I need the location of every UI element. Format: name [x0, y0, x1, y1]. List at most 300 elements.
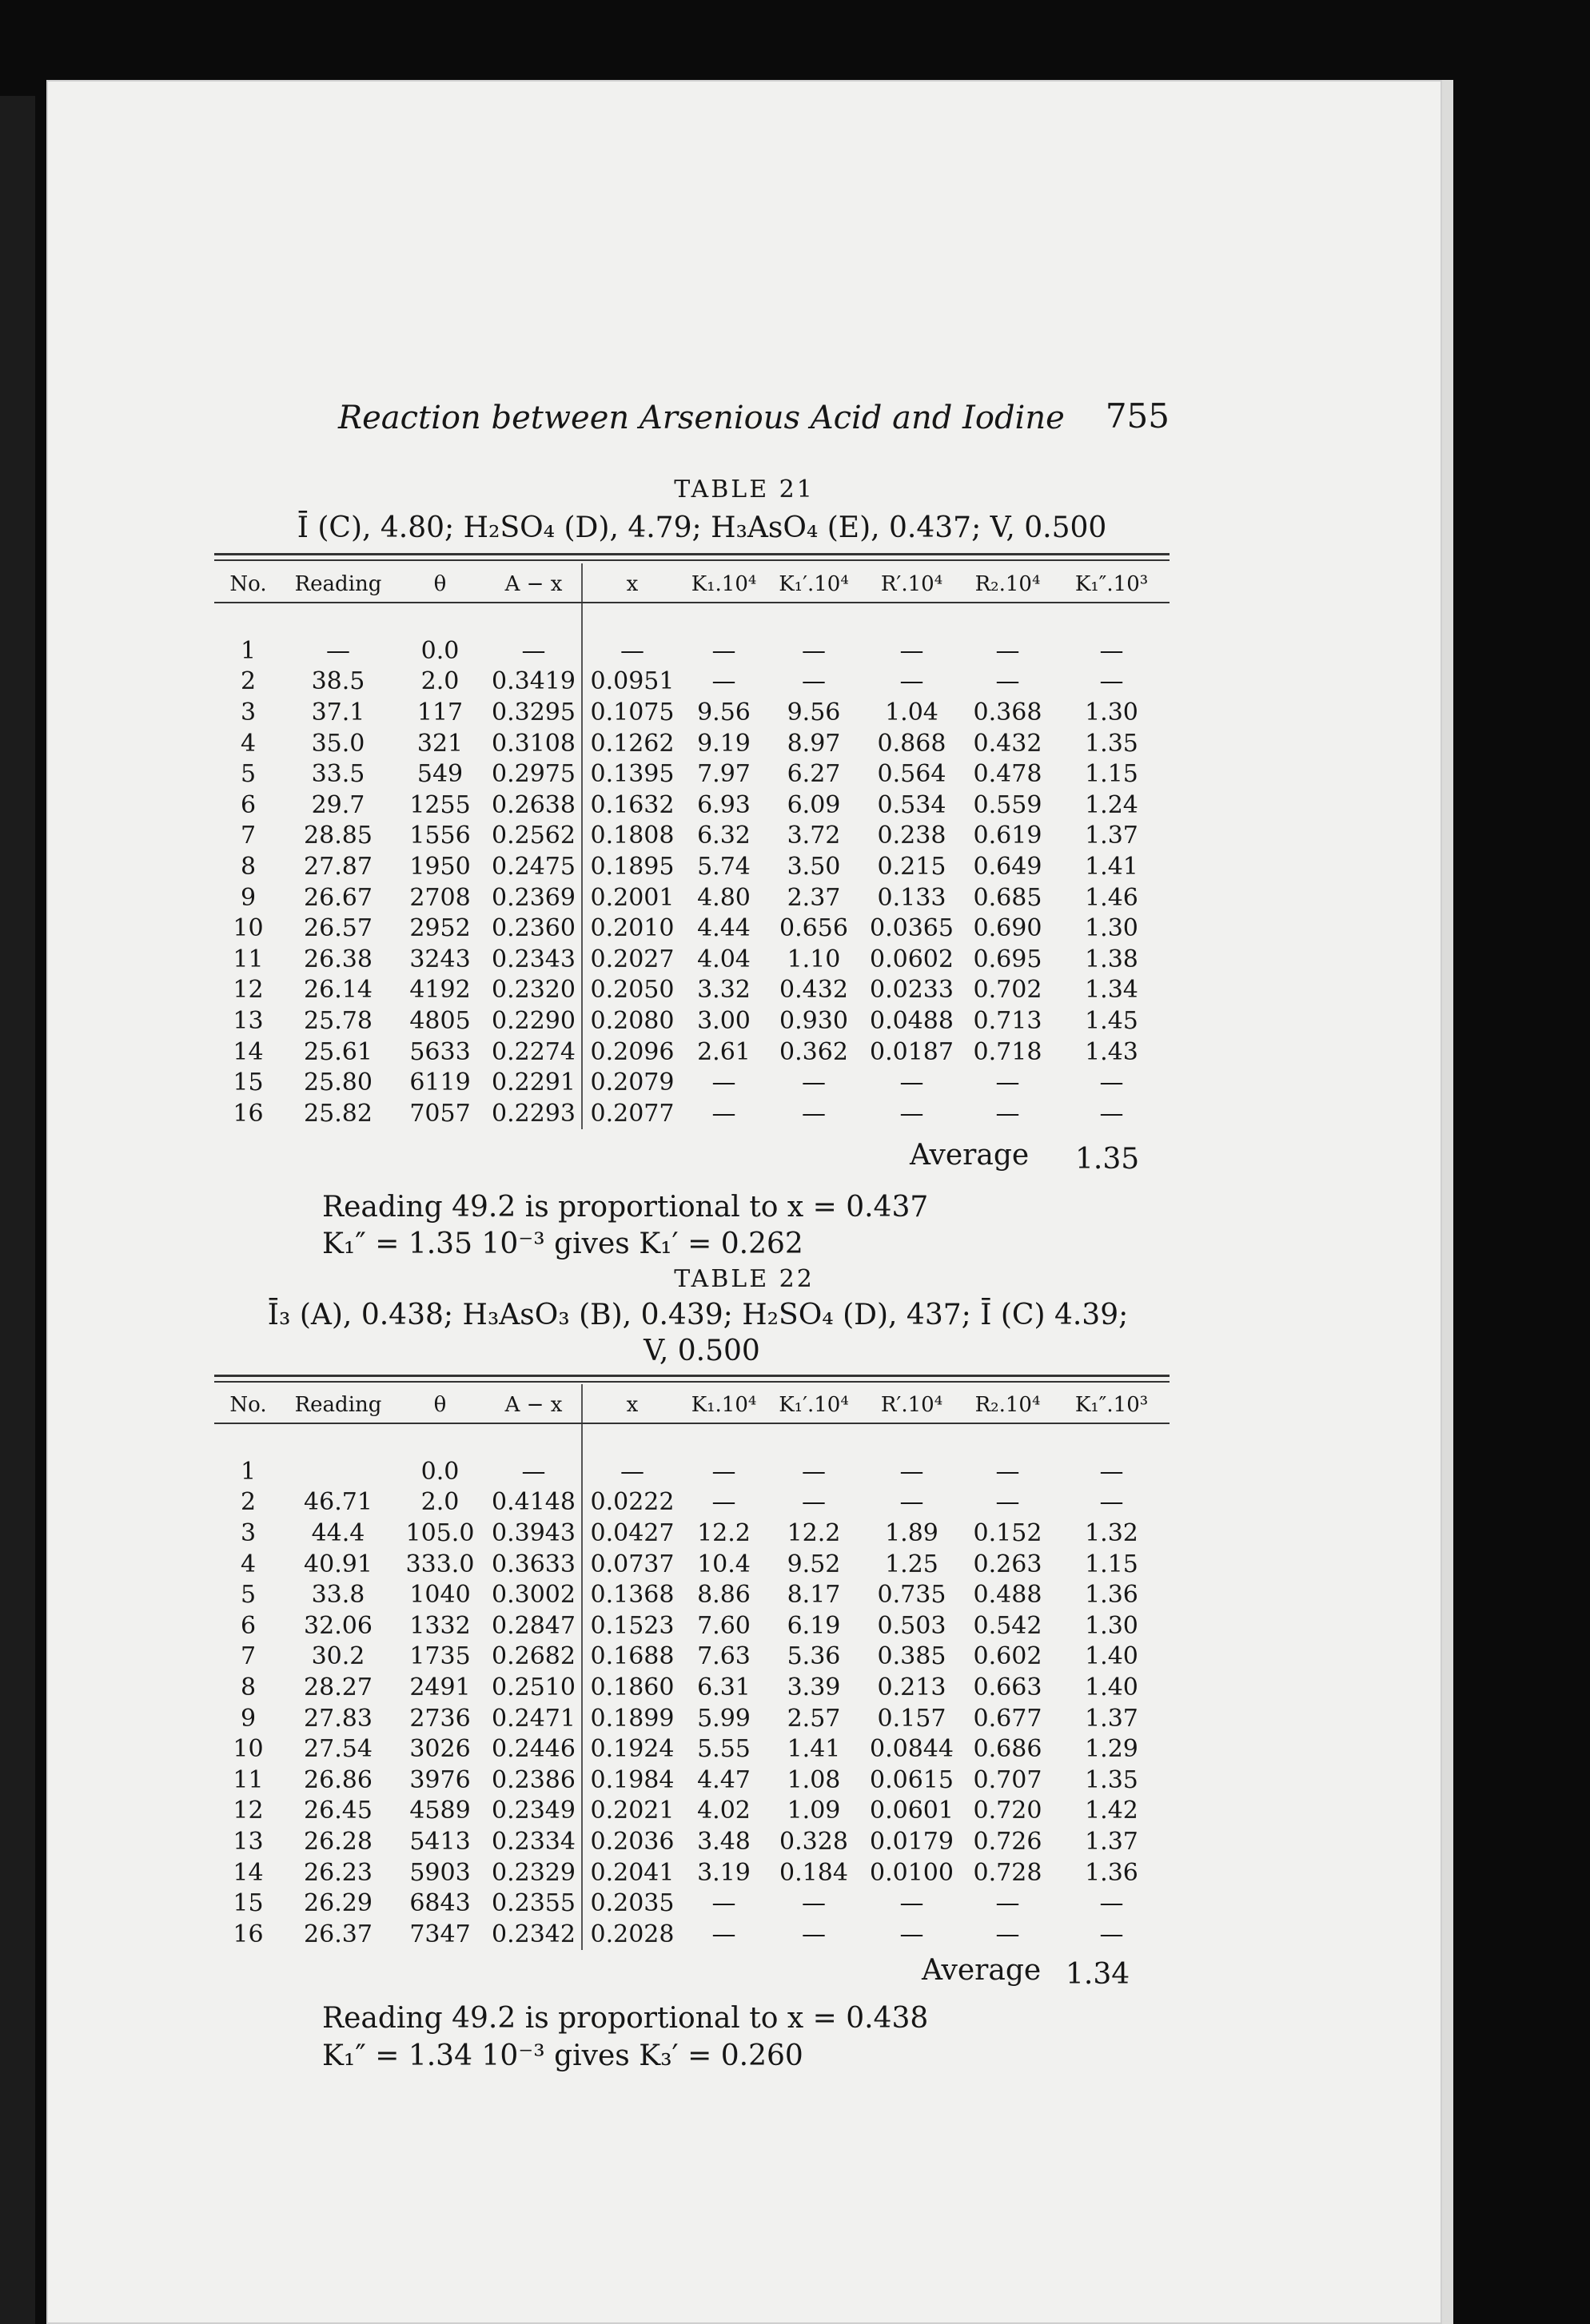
table-cell: 0.213 — [877, 1673, 946, 1701]
table-cell: 4.04 — [697, 945, 751, 973]
table-cell: 0.3295 — [486, 697, 582, 728]
table-cell: 0.2274 — [486, 1037, 582, 1068]
table21-top-rule-2 — [214, 559, 1170, 561]
table-cell: — — [995, 636, 1020, 665]
table-cell: 26.28 — [304, 1827, 373, 1856]
table-cell: 0.2290 — [486, 1005, 582, 1037]
table-cell: — — [899, 1068, 924, 1097]
table-cell: 8.17 — [787, 1581, 841, 1610]
table-cell: 5.74 — [697, 852, 751, 881]
table-cell: 0.728 — [973, 1858, 1042, 1887]
running-head-title: Reaction between Arsenious Acid and Iodine — [338, 400, 1065, 436]
table-cell: 0.2342 — [486, 1919, 582, 1950]
table22 — [214, 1384, 1170, 1950]
table-cell: 0.713 — [973, 1006, 1042, 1035]
table-cell: 4805 — [409, 1006, 471, 1035]
table-row — [214, 1549, 1170, 1580]
table-cell: 0.1984 — [590, 1765, 675, 1794]
table-cell: 1556 — [409, 822, 471, 850]
table22-title: TABLE 22 — [674, 1265, 815, 1293]
column-header: K₁′.10⁴ — [779, 572, 849, 596]
table22-note-2: K₁″ = 1.34 10⁻³ gives K₃′ = 0.260 — [322, 2039, 803, 2072]
table-cell: 35.0 — [311, 729, 365, 758]
table-cell: 1.37 — [1085, 1704, 1138, 1733]
table-cell: 12 — [233, 976, 264, 1005]
table-cell: 10 — [233, 914, 264, 943]
table-cell: 12 — [233, 1797, 264, 1825]
table-cell: 0.263 — [973, 1550, 1042, 1578]
table-cell: 0.432 — [973, 729, 1042, 758]
table-cell: 0.868 — [877, 729, 946, 758]
table-cell: — — [995, 667, 1020, 696]
table-cell: 46.71 — [304, 1488, 373, 1517]
table22-header-row — [214, 1384, 1170, 1426]
table-cell: 0.930 — [779, 1006, 848, 1035]
table-cell: 0.2638 — [486, 790, 582, 821]
table-cell: 13 — [233, 1827, 264, 1856]
table-cell: 10 — [233, 1735, 264, 1764]
table-cell: 0.0365 — [870, 914, 954, 943]
table-cell: 1.15 — [1085, 1550, 1138, 1578]
spacer-row — [214, 1426, 1170, 1456]
table-cell: 33.8 — [311, 1581, 365, 1610]
table-cell: 4.02 — [697, 1797, 751, 1825]
table-cell: 6843 — [409, 1889, 471, 1918]
table-row — [214, 635, 1170, 667]
table-cell: 0.152 — [973, 1518, 1042, 1547]
table21-header-row — [214, 563, 1170, 605]
table-cell: 0.478 — [973, 760, 1042, 789]
table-cell: 1950 — [409, 852, 471, 881]
table-row — [214, 1888, 1170, 1919]
table-cell: 6.32 — [697, 822, 751, 850]
table-cell: — — [899, 1889, 924, 1918]
table-cell: 11 — [233, 945, 264, 973]
table-cell: — — [711, 1099, 736, 1128]
column-header: A − x — [486, 563, 582, 605]
table-cell: — — [802, 636, 826, 665]
table-cell: 37.1 — [311, 698, 365, 726]
table-cell: 1332 — [409, 1611, 471, 1640]
column-header: Reading — [294, 572, 382, 596]
table-cell: 0.656 — [779, 914, 848, 943]
table-cell: 0.2320 — [486, 975, 582, 1006]
table-cell: 0.2027 — [590, 945, 675, 973]
table-cell: 0.2349 — [486, 1796, 582, 1827]
table-cell: 0.707 — [973, 1765, 1042, 1794]
table-cell: 0.0179 — [870, 1827, 954, 1856]
table-row — [214, 1037, 1170, 1068]
table22-note-1: Reading 49.2 is proportional to x = 0.438 — [322, 2002, 929, 2035]
table-cell: 321 — [416, 729, 464, 758]
table-cell: — — [1099, 636, 1124, 665]
table-cell: 8 — [240, 852, 257, 881]
table-cell: 0.2035 — [590, 1889, 675, 1918]
table-cell: 0.368 — [973, 698, 1042, 726]
table-cell: 0.238 — [877, 822, 946, 850]
table-cell: 0.2021 — [590, 1797, 675, 1825]
table-cell: 0.2360 — [486, 913, 582, 944]
table-cell: 25.78 — [304, 1006, 373, 1035]
table-cell: 0.0737 — [590, 1550, 675, 1578]
table-row — [214, 728, 1170, 759]
table-cell: 0.702 — [973, 976, 1042, 1005]
table-cell: 1 — [240, 636, 257, 665]
table-cell: 1.34 — [1085, 976, 1138, 1005]
table-cell: 1.25 — [885, 1550, 938, 1578]
table-cell: 0.0602 — [870, 945, 954, 973]
table-cell: 5413 — [409, 1827, 471, 1856]
table-cell: 1.37 — [1085, 1827, 1138, 1856]
table-cell: 27.83 — [304, 1704, 373, 1733]
table-cell: 0.1395 — [590, 760, 675, 789]
table-cell: 0.0601 — [870, 1797, 954, 1825]
table-cell: 6.09 — [787, 790, 841, 819]
table-cell: 5.55 — [697, 1735, 751, 1764]
table-cell: 1.41 — [1085, 852, 1138, 881]
table-cell: 1.46 — [1085, 883, 1138, 912]
table-row — [214, 1703, 1170, 1734]
table-cell: 3 — [240, 1518, 257, 1547]
table-cell: 0.663 — [973, 1673, 1042, 1701]
table-cell: 1.04 — [885, 698, 938, 726]
table-cell: 0.362 — [779, 1037, 848, 1066]
table-cell: 0.2010 — [590, 914, 675, 943]
table-cell: 0.2471 — [486, 1703, 582, 1734]
table-cell: 0.2329 — [486, 1857, 582, 1888]
table-cell: — — [899, 1488, 924, 1517]
table-cell: 26.67 — [304, 883, 373, 912]
table-cell: 6.19 — [787, 1611, 841, 1640]
table-cell: 1.10 — [787, 945, 841, 973]
table-cell: 1.35 — [1085, 729, 1138, 758]
table-cell: 0.2847 — [486, 1610, 582, 1642]
table-cell: 38.5 — [311, 667, 365, 696]
table-row — [214, 697, 1170, 728]
table-cell: 25.61 — [304, 1037, 373, 1066]
table22-top-rule — [214, 1375, 1170, 1377]
table-cell: 0.2293 — [486, 1098, 582, 1129]
table-cell: 2952 — [409, 914, 471, 943]
table-cell: 1.29 — [1085, 1735, 1138, 1764]
table-cell: 16 — [233, 1099, 264, 1128]
table-cell: 0.0615 — [870, 1765, 954, 1794]
table-cell: 1.41 — [787, 1735, 841, 1764]
table-cell: 0.2386 — [486, 1765, 582, 1796]
table-row — [214, 758, 1170, 790]
table-cell: — — [711, 1488, 736, 1517]
table-cell: 0.3419 — [486, 667, 582, 698]
table-cell: — — [995, 1920, 1020, 1948]
table-cell: 3.48 — [697, 1827, 751, 1856]
table-cell: 0.0951 — [590, 667, 675, 696]
column-header: R₂.10⁴ — [974, 572, 1041, 596]
table-cell: 3 — [240, 698, 257, 726]
table-cell: 5 — [240, 1581, 257, 1610]
table-cell: 26.23 — [304, 1858, 373, 1887]
column-header: K₁″.10³ — [1074, 1393, 1149, 1417]
table-cell: — — [620, 1457, 644, 1486]
table-cell: 1.42 — [1085, 1797, 1138, 1825]
column-header: Reading — [294, 1393, 382, 1417]
table-cell: — — [1099, 667, 1124, 696]
table-cell: 0.726 — [973, 1827, 1042, 1856]
table-row — [214, 913, 1170, 944]
table-cell: 0.602 — [973, 1642, 1042, 1671]
table-cell: 0.3633 — [486, 1549, 582, 1580]
table-cell: 29.7 — [311, 790, 365, 819]
table-cell: — — [486, 635, 582, 667]
table-cell: 0.0 — [420, 636, 460, 665]
table-cell: 0.2050 — [590, 976, 675, 1005]
table-cell: 4 — [240, 729, 257, 758]
table-cell: 0.3108 — [486, 728, 582, 759]
scan-left-band — [0, 96, 35, 2324]
table-cell: 25.82 — [304, 1099, 373, 1128]
table-cell: 0.2510 — [486, 1672, 582, 1703]
table-cell: 6 — [240, 1611, 257, 1640]
table-cell: 117 — [416, 698, 464, 726]
table-cell: 2708 — [409, 883, 471, 912]
table21-header-rule — [214, 602, 1170, 603]
table-cell: 7.60 — [697, 1611, 751, 1640]
table-cell: — — [486, 1456, 582, 1487]
column-header: x — [626, 572, 639, 596]
table-cell: 5.99 — [697, 1704, 751, 1733]
table-row — [214, 1919, 1170, 1950]
table-cell: — — [995, 1099, 1020, 1128]
table-cell: 0.2369 — [486, 882, 582, 913]
table-cell: 0.2028 — [590, 1920, 675, 1948]
table-cell: 27.54 — [304, 1735, 373, 1764]
table-cell: 26.45 — [304, 1797, 373, 1825]
table21-top-rule — [214, 553, 1170, 555]
table-cell: 1.35 — [1085, 1765, 1138, 1794]
spacer-row — [214, 605, 1170, 635]
table-cell: 0.1075 — [590, 698, 675, 726]
table-cell — [282, 1456, 394, 1487]
table-cell: 3.00 — [697, 1006, 751, 1035]
table-cell: 14 — [233, 1858, 264, 1887]
table-cell: 1.36 — [1085, 1858, 1138, 1887]
table-row — [214, 667, 1170, 698]
table22-average-value: 1.34 — [1066, 1958, 1130, 1991]
table-row — [214, 790, 1170, 821]
table-cell: 10.4 — [697, 1550, 751, 1578]
table-cell: — — [802, 1488, 826, 1517]
table-cell: 0.4148 — [486, 1487, 582, 1518]
table-cell: 16 — [233, 1920, 264, 1948]
table-cell: 0.2355 — [486, 1888, 582, 1919]
table-cell: 0.1860 — [590, 1673, 675, 1701]
table-row — [214, 1067, 1170, 1098]
table-cell: — — [802, 1068, 826, 1097]
table-cell: 2.0 — [420, 1488, 460, 1517]
table-cell: 7.63 — [697, 1642, 751, 1671]
table-cell: 0.0222 — [590, 1488, 675, 1517]
table-row — [214, 1005, 1170, 1037]
table-cell: 0.1899 — [590, 1704, 675, 1733]
table-cell: 5 — [240, 760, 257, 789]
table-cell: 0.2291 — [486, 1067, 582, 1098]
table-cell: 26.38 — [304, 945, 373, 973]
table-cell: 3243 — [409, 945, 471, 973]
table22-top-rule-2 — [214, 1381, 1170, 1383]
table-cell: 0.619 — [973, 822, 1042, 850]
table-cell: 0.2001 — [590, 883, 675, 912]
table-cell: 28.85 — [304, 822, 373, 850]
table-row — [214, 1487, 1170, 1518]
table-row — [214, 1610, 1170, 1642]
table-cell: 1.37 — [1085, 822, 1138, 850]
table-cell: 3.32 — [697, 976, 751, 1005]
table-cell: 28.27 — [304, 1673, 373, 1701]
table-cell: 1.30 — [1085, 914, 1138, 943]
table-cell: 0.0427 — [590, 1518, 675, 1547]
table-cell: 105.0 — [405, 1518, 475, 1547]
table-cell: 9.52 — [787, 1550, 841, 1578]
table-row — [214, 1579, 1170, 1610]
table-cell: 32.06 — [304, 1611, 373, 1640]
table-cell: 7.97 — [697, 760, 751, 789]
table-cell: 7 — [240, 1642, 257, 1671]
table-cell: — — [711, 1889, 736, 1918]
table-cell: 0.690 — [973, 914, 1042, 943]
table-cell: 1.45 — [1085, 1006, 1138, 1035]
table-cell: — — [1099, 1099, 1124, 1128]
table-cell: 0.564 — [877, 760, 946, 789]
table-cell: 9 — [240, 883, 257, 912]
table-cell: 1.40 — [1085, 1642, 1138, 1671]
table-cell: 0.184 — [779, 1858, 848, 1887]
table-cell: — — [1099, 1457, 1124, 1486]
column-header: K₁″.10³ — [1074, 572, 1149, 596]
table-cell: 0.695 — [973, 945, 1042, 973]
table-cell: 9.56 — [787, 698, 841, 726]
table-cell: 1.89 — [885, 1518, 938, 1547]
table-cell: 0.3002 — [486, 1579, 582, 1610]
table-cell: — — [802, 667, 826, 696]
table21-note-1: Reading 49.2 is proportional to x = 0.437 — [322, 1191, 929, 1224]
table-cell: 6 — [240, 790, 257, 819]
column-header: K₁.10⁴ — [691, 572, 757, 596]
table-cell: 0.2096 — [590, 1037, 675, 1066]
table-cell: 4.44 — [697, 914, 751, 943]
page-edge — [1442, 80, 1453, 2324]
table-cell: 7057 — [409, 1099, 471, 1128]
table-cell: 7 — [240, 822, 257, 850]
table-cell: 26.37 — [304, 1920, 373, 1948]
table-cell: 2.61 — [697, 1037, 751, 1066]
table-cell: — — [620, 636, 644, 665]
table-cell: 0.0187 — [870, 1037, 954, 1066]
table-cell: 30.2 — [311, 1642, 365, 1671]
column-header: R₂.10⁴ — [974, 1393, 1041, 1417]
table-cell: — — [995, 1457, 1020, 1486]
table-cell: 0.2079 — [590, 1068, 675, 1097]
table-cell: 3976 — [409, 1765, 471, 1794]
table-cell: 27.87 — [304, 852, 373, 881]
table22-header-rule — [214, 1423, 1170, 1424]
table-cell: — — [1099, 1889, 1124, 1918]
column-header: R′.10⁴ — [880, 1393, 943, 1417]
table-cell: 0.0100 — [870, 1858, 954, 1887]
table-cell: 11 — [233, 1765, 264, 1794]
table-cell: — — [711, 1457, 736, 1486]
column-header: θ — [433, 1393, 447, 1417]
table-cell: 4 — [240, 1550, 257, 1578]
table-cell: 25.80 — [304, 1068, 373, 1097]
table21-title: TABLE 21 — [674, 476, 815, 503]
table-cell: 5633 — [409, 1037, 471, 1066]
table21-average-label: Average — [910, 1139, 1030, 1172]
table-cell: 7347 — [409, 1920, 471, 1948]
table-cell: 6.93 — [697, 790, 751, 819]
table-cell: 0.1895 — [590, 852, 675, 881]
table-cell: 26.86 — [304, 1765, 373, 1794]
table-cell: 0.1632 — [590, 790, 675, 819]
table21-caption: Ī (C), 4.80; H₂SO₄ (D), 4.79; H₃AsO₄ (E), 0.437; V, 0.500 — [297, 511, 1107, 544]
table-cell: 0.0844 — [870, 1735, 954, 1764]
table-cell: 9.19 — [697, 729, 751, 758]
table-cell: 0.2041 — [590, 1858, 675, 1887]
column-header: R′.10⁴ — [880, 572, 943, 596]
table-cell: 2 — [240, 667, 257, 696]
book-page — [46, 80, 1442, 2324]
table-row — [214, 1733, 1170, 1765]
table-cell: 0.2446 — [486, 1733, 582, 1765]
table-row — [214, 821, 1170, 852]
table-row — [214, 1642, 1170, 1673]
table-cell: 1.30 — [1085, 698, 1138, 726]
table-cell: — — [995, 1488, 1020, 1517]
table-cell: 0.649 — [973, 852, 1042, 881]
table-cell: 0.686 — [973, 1735, 1042, 1764]
table22-caption-2: V, 0.500 — [644, 1335, 760, 1367]
table-cell: 0.1924 — [590, 1735, 675, 1764]
table-cell: 8.86 — [697, 1581, 751, 1610]
table-cell: 4192 — [409, 976, 471, 1005]
table-cell: 4.47 — [697, 1765, 751, 1794]
table-cell: 1.43 — [1085, 1037, 1138, 1066]
table-row — [214, 1098, 1170, 1129]
table-cell: 15 — [233, 1889, 264, 1918]
table-cell: 9 — [240, 1704, 257, 1733]
table-cell: 0.2077 — [590, 1099, 675, 1128]
table-cell: 0.1688 — [590, 1642, 675, 1671]
table-cell: 0.432 — [779, 976, 848, 1005]
table-cell: 0.488 — [973, 1581, 1042, 1610]
table-cell: 0.2080 — [590, 1006, 675, 1035]
table-cell: 0.385 — [877, 1642, 946, 1671]
table-cell: 1.09 — [787, 1797, 841, 1825]
table-cell: 14 — [233, 1037, 264, 1066]
table-cell: 5903 — [409, 1858, 471, 1887]
table-cell: — — [995, 1068, 1020, 1097]
table-cell: 0.0488 — [870, 1006, 954, 1035]
table-cell: 0.133 — [877, 883, 946, 912]
table-row — [214, 1765, 1170, 1796]
table-cell: — — [995, 1889, 1020, 1918]
table-cell: 0.2334 — [486, 1826, 582, 1857]
table-cell: 1.40 — [1085, 1673, 1138, 1701]
table-cell: 26.29 — [304, 1889, 373, 1918]
table-cell: 26.57 — [304, 914, 373, 943]
table-cell: 6119 — [409, 1068, 471, 1097]
table-cell: — — [899, 667, 924, 696]
column-header: A − x — [486, 1384, 582, 1426]
table-cell: 5.36 — [787, 1642, 841, 1671]
